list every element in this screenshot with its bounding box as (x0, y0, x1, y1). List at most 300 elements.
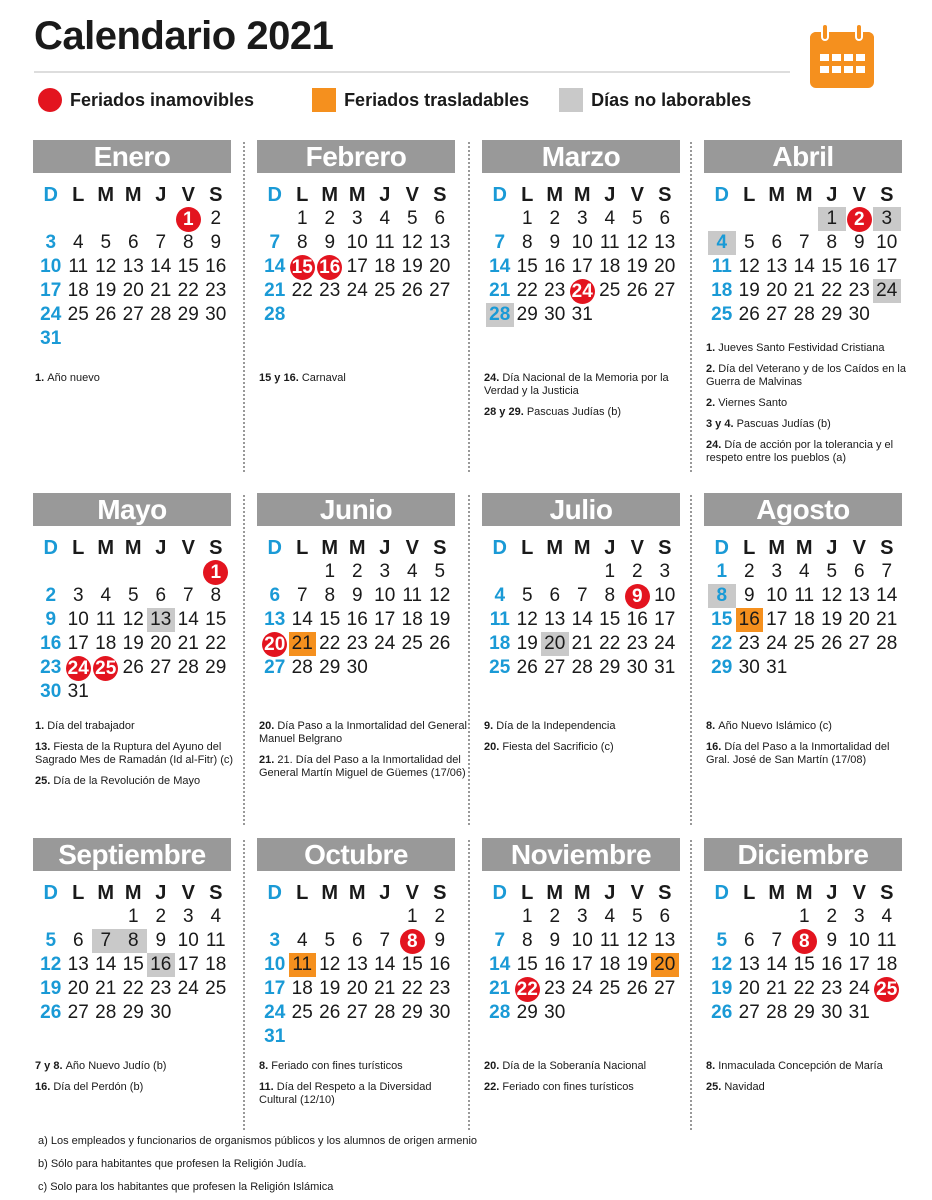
day-cell[interactable] (426, 632, 454, 656)
day-cell[interactable] (818, 231, 846, 255)
holiday-inamovible-day[interactable] (261, 632, 289, 656)
holiday-trasladable-day[interactable] (289, 953, 317, 977)
day-cell[interactable] (708, 632, 736, 656)
day-cell[interactable] (873, 608, 901, 632)
day-cell[interactable] (818, 1001, 846, 1025)
day-cell[interactable] (202, 953, 230, 977)
day-cell[interactable] (289, 231, 317, 255)
day-cell[interactable] (514, 905, 542, 929)
day-cell[interactable] (791, 977, 819, 1001)
day-cell[interactable] (596, 632, 624, 656)
holiday-inamovible-day[interactable] (569, 279, 597, 303)
day-cell[interactable] (763, 560, 791, 584)
non-working-day[interactable] (147, 608, 175, 632)
day-cell[interactable] (120, 584, 148, 608)
day-cell[interactable] (261, 608, 289, 632)
day-cell[interactable] (624, 207, 652, 231)
day-cell[interactable] (736, 656, 764, 680)
day-cell[interactable] (651, 560, 679, 584)
day-cell[interactable] (120, 1001, 148, 1025)
day-cell[interactable] (846, 584, 874, 608)
day-cell[interactable] (371, 977, 399, 1001)
day-cell[interactable] (344, 560, 372, 584)
day-cell[interactable] (873, 231, 901, 255)
day-cell[interactable] (569, 207, 597, 231)
day-cell[interactable] (344, 1001, 372, 1025)
day-cell[interactable] (736, 231, 764, 255)
day-cell[interactable] (763, 255, 791, 279)
day-cell[interactable] (791, 560, 819, 584)
day-cell[interactable] (791, 303, 819, 327)
day-cell[interactable] (873, 255, 901, 279)
day-cell[interactable] (873, 560, 901, 584)
day-cell[interactable] (541, 608, 569, 632)
day-cell[interactable] (569, 303, 597, 327)
day-cell[interactable] (569, 977, 597, 1001)
day-cell[interactable] (37, 303, 65, 327)
day-cell[interactable] (37, 327, 65, 351)
day-cell[interactable] (708, 953, 736, 977)
day-cell[interactable] (763, 656, 791, 680)
day-cell[interactable] (486, 1001, 514, 1025)
day-cell[interactable] (846, 929, 874, 953)
day-cell[interactable] (514, 255, 542, 279)
day-cell[interactable] (791, 608, 819, 632)
day-cell[interactable] (846, 560, 874, 584)
day-cell[interactable] (736, 584, 764, 608)
day-cell[interactable] (261, 584, 289, 608)
day-cell[interactable] (514, 929, 542, 953)
day-cell[interactable] (569, 905, 597, 929)
day-cell[interactable] (736, 929, 764, 953)
day-cell[interactable] (514, 584, 542, 608)
day-cell[interactable] (175, 656, 203, 680)
day-cell[interactable] (846, 905, 874, 929)
holiday-inamovible-day[interactable] (846, 207, 874, 231)
day-cell[interactable] (65, 632, 93, 656)
day-cell[interactable] (596, 279, 624, 303)
day-cell[interactable] (651, 255, 679, 279)
day-cell[interactable] (202, 584, 230, 608)
day-cell[interactable] (541, 584, 569, 608)
day-cell[interactable] (624, 608, 652, 632)
holiday-trasladable-day[interactable] (289, 632, 317, 656)
holiday-inamovible-day[interactable] (791, 929, 819, 953)
day-cell[interactable] (708, 303, 736, 327)
day-cell[interactable] (316, 231, 344, 255)
day-cell[interactable] (486, 584, 514, 608)
day-cell[interactable] (37, 608, 65, 632)
day-cell[interactable] (651, 231, 679, 255)
day-cell[interactable] (316, 953, 344, 977)
day-cell[interactable] (37, 953, 65, 977)
day-cell[interactable] (344, 953, 372, 977)
holiday-inamovible-day[interactable] (399, 929, 427, 953)
day-cell[interactable] (37, 279, 65, 303)
day-cell[interactable] (736, 953, 764, 977)
day-cell[interactable] (371, 608, 399, 632)
day-cell[interactable] (344, 207, 372, 231)
day-cell[interactable] (486, 977, 514, 1001)
day-cell[interactable] (92, 255, 120, 279)
day-cell[interactable] (624, 255, 652, 279)
day-cell[interactable] (426, 1001, 454, 1025)
day-cell[interactable] (344, 231, 372, 255)
day-cell[interactable] (175, 929, 203, 953)
day-cell[interactable] (736, 560, 764, 584)
day-cell[interactable] (426, 231, 454, 255)
day-cell[interactable] (202, 608, 230, 632)
day-cell[interactable] (120, 231, 148, 255)
day-cell[interactable] (371, 632, 399, 656)
day-cell[interactable] (514, 207, 542, 231)
day-cell[interactable] (344, 255, 372, 279)
day-cell[interactable] (624, 929, 652, 953)
day-cell[interactable] (316, 1001, 344, 1025)
day-cell[interactable] (316, 632, 344, 656)
day-cell[interactable] (147, 929, 175, 953)
day-cell[interactable] (120, 953, 148, 977)
day-cell[interactable] (92, 953, 120, 977)
day-cell[interactable] (92, 632, 120, 656)
day-cell[interactable] (202, 905, 230, 929)
holiday-inamovible-day[interactable] (65, 656, 93, 680)
day-cell[interactable] (791, 584, 819, 608)
day-cell[interactable] (202, 632, 230, 656)
day-cell[interactable] (708, 255, 736, 279)
day-cell[interactable] (426, 977, 454, 1001)
day-cell[interactable] (37, 1001, 65, 1025)
day-cell[interactable] (708, 977, 736, 1001)
day-cell[interactable] (708, 656, 736, 680)
day-cell[interactable] (289, 977, 317, 1001)
day-cell[interactable] (818, 632, 846, 656)
day-cell[interactable] (818, 560, 846, 584)
day-cell[interactable] (541, 977, 569, 1001)
day-cell[interactable] (399, 632, 427, 656)
day-cell[interactable] (289, 279, 317, 303)
day-cell[interactable] (708, 560, 736, 584)
day-cell[interactable] (65, 303, 93, 327)
day-cell[interactable] (175, 279, 203, 303)
day-cell[interactable] (120, 656, 148, 680)
day-cell[interactable] (120, 632, 148, 656)
day-cell[interactable] (175, 977, 203, 1001)
day-cell[interactable] (289, 1001, 317, 1025)
day-cell[interactable] (818, 303, 846, 327)
day-cell[interactable] (426, 207, 454, 231)
day-cell[interactable] (202, 303, 230, 327)
day-cell[interactable] (399, 1001, 427, 1025)
day-cell[interactable] (569, 231, 597, 255)
day-cell[interactable] (92, 231, 120, 255)
day-cell[interactable] (261, 953, 289, 977)
day-cell[interactable] (846, 632, 874, 656)
day-cell[interactable] (147, 656, 175, 680)
day-cell[interactable] (65, 231, 93, 255)
day-cell[interactable] (624, 953, 652, 977)
day-cell[interactable] (818, 953, 846, 977)
non-working-day[interactable] (818, 207, 846, 231)
day-cell[interactable] (736, 279, 764, 303)
non-working-day[interactable] (92, 929, 120, 953)
day-cell[interactable] (37, 656, 65, 680)
day-cell[interactable] (514, 231, 542, 255)
day-cell[interactable] (399, 255, 427, 279)
day-cell[interactable] (624, 905, 652, 929)
day-cell[interactable] (344, 656, 372, 680)
day-cell[interactable] (147, 977, 175, 1001)
day-cell[interactable] (371, 231, 399, 255)
day-cell[interactable] (873, 632, 901, 656)
holiday-inamovible-day[interactable] (624, 584, 652, 608)
day-cell[interactable] (65, 608, 93, 632)
day-cell[interactable] (65, 255, 93, 279)
day-cell[interactable] (65, 584, 93, 608)
day-cell[interactable] (596, 584, 624, 608)
day-cell[interactable] (873, 953, 901, 977)
day-cell[interactable] (541, 255, 569, 279)
non-working-day[interactable] (147, 953, 175, 977)
day-cell[interactable] (486, 279, 514, 303)
day-cell[interactable] (763, 608, 791, 632)
day-cell[interactable] (651, 584, 679, 608)
day-cell[interactable] (651, 207, 679, 231)
day-cell[interactable] (426, 279, 454, 303)
day-cell[interactable] (120, 608, 148, 632)
day-cell[interactable] (596, 231, 624, 255)
day-cell[interactable] (426, 560, 454, 584)
day-cell[interactable] (371, 953, 399, 977)
day-cell[interactable] (708, 929, 736, 953)
day-cell[interactable] (316, 560, 344, 584)
day-cell[interactable] (763, 1001, 791, 1025)
day-cell[interactable] (651, 929, 679, 953)
day-cell[interactable] (344, 608, 372, 632)
day-cell[interactable] (202, 656, 230, 680)
day-cell[interactable] (147, 632, 175, 656)
day-cell[interactable] (371, 584, 399, 608)
day-cell[interactable] (344, 977, 372, 1001)
day-cell[interactable] (65, 1001, 93, 1025)
day-cell[interactable] (316, 584, 344, 608)
day-cell[interactable] (289, 207, 317, 231)
day-cell[interactable] (37, 929, 65, 953)
day-cell[interactable] (596, 929, 624, 953)
day-cell[interactable] (486, 608, 514, 632)
day-cell[interactable] (175, 953, 203, 977)
day-cell[interactable] (261, 1025, 289, 1049)
day-cell[interactable] (261, 656, 289, 680)
day-cell[interactable] (399, 608, 427, 632)
day-cell[interactable] (818, 608, 846, 632)
day-cell[interactable] (37, 977, 65, 1001)
day-cell[interactable] (65, 279, 93, 303)
day-cell[interactable] (569, 255, 597, 279)
non-working-day[interactable] (120, 929, 148, 953)
day-cell[interactable] (736, 1001, 764, 1025)
day-cell[interactable] (37, 632, 65, 656)
day-cell[interactable] (486, 255, 514, 279)
day-cell[interactable] (569, 584, 597, 608)
day-cell[interactable] (399, 560, 427, 584)
non-working-day[interactable] (541, 632, 569, 656)
day-cell[interactable] (791, 632, 819, 656)
day-cell[interactable] (92, 279, 120, 303)
day-cell[interactable] (569, 632, 597, 656)
day-cell[interactable] (846, 303, 874, 327)
day-cell[interactable] (708, 279, 736, 303)
day-cell[interactable] (92, 608, 120, 632)
day-cell[interactable] (708, 1001, 736, 1025)
day-cell[interactable] (596, 953, 624, 977)
day-cell[interactable] (541, 207, 569, 231)
day-cell[interactable] (486, 231, 514, 255)
day-cell[interactable] (371, 1001, 399, 1025)
day-cell[interactable] (399, 279, 427, 303)
day-cell[interactable] (175, 231, 203, 255)
day-cell[interactable] (651, 656, 679, 680)
holiday-inamovible-day[interactable] (202, 560, 230, 584)
holiday-inamovible-day[interactable] (92, 656, 120, 680)
day-cell[interactable] (624, 977, 652, 1001)
day-cell[interactable] (261, 303, 289, 327)
day-cell[interactable] (596, 977, 624, 1001)
day-cell[interactable] (202, 255, 230, 279)
day-cell[interactable] (846, 255, 874, 279)
day-cell[interactable] (763, 929, 791, 953)
day-cell[interactable] (399, 905, 427, 929)
day-cell[interactable] (65, 953, 93, 977)
day-cell[interactable] (873, 929, 901, 953)
day-cell[interactable] (175, 905, 203, 929)
day-cell[interactable] (261, 255, 289, 279)
day-cell[interactable] (791, 255, 819, 279)
day-cell[interactable] (791, 953, 819, 977)
day-cell[interactable] (399, 231, 427, 255)
holiday-inamovible-day[interactable] (175, 207, 203, 231)
day-cell[interactable] (514, 279, 542, 303)
day-cell[interactable] (399, 977, 427, 1001)
day-cell[interactable] (596, 255, 624, 279)
day-cell[interactable] (147, 1001, 175, 1025)
day-cell[interactable] (541, 303, 569, 327)
day-cell[interactable] (763, 977, 791, 1001)
day-cell[interactable] (261, 279, 289, 303)
day-cell[interactable] (818, 584, 846, 608)
day-cell[interactable] (596, 560, 624, 584)
day-cell[interactable] (316, 977, 344, 1001)
day-cell[interactable] (736, 977, 764, 1001)
day-cell[interactable] (486, 953, 514, 977)
day-cell[interactable] (624, 656, 652, 680)
day-cell[interactable] (736, 255, 764, 279)
day-cell[interactable] (399, 207, 427, 231)
day-cell[interactable] (175, 303, 203, 327)
day-cell[interactable] (791, 231, 819, 255)
day-cell[interactable] (846, 977, 874, 1001)
day-cell[interactable] (846, 279, 874, 303)
day-cell[interactable] (175, 255, 203, 279)
day-cell[interactable] (426, 929, 454, 953)
day-cell[interactable] (541, 279, 569, 303)
day-cell[interactable] (371, 207, 399, 231)
day-cell[interactable] (37, 231, 65, 255)
day-cell[interactable] (120, 279, 148, 303)
day-cell[interactable] (175, 632, 203, 656)
holiday-inamovible-day[interactable] (873, 977, 901, 1001)
day-cell[interactable] (426, 608, 454, 632)
day-cell[interactable] (147, 584, 175, 608)
day-cell[interactable] (763, 584, 791, 608)
day-cell[interactable] (736, 632, 764, 656)
day-cell[interactable] (147, 255, 175, 279)
day-cell[interactable] (541, 231, 569, 255)
day-cell[interactable] (37, 680, 65, 704)
day-cell[interactable] (541, 656, 569, 680)
day-cell[interactable] (175, 608, 203, 632)
day-cell[interactable] (651, 905, 679, 929)
day-cell[interactable] (486, 656, 514, 680)
day-cell[interactable] (791, 279, 819, 303)
day-cell[interactable] (596, 608, 624, 632)
day-cell[interactable] (316, 279, 344, 303)
day-cell[interactable] (261, 929, 289, 953)
day-cell[interactable] (818, 279, 846, 303)
day-cell[interactable] (399, 953, 427, 977)
day-cell[interactable] (624, 560, 652, 584)
day-cell[interactable] (486, 632, 514, 656)
day-cell[interactable] (569, 953, 597, 977)
day-cell[interactable] (316, 608, 344, 632)
day-cell[interactable] (202, 977, 230, 1001)
day-cell[interactable] (261, 231, 289, 255)
day-cell[interactable] (651, 632, 679, 656)
day-cell[interactable] (37, 255, 65, 279)
day-cell[interactable] (763, 953, 791, 977)
day-cell[interactable] (289, 656, 317, 680)
day-cell[interactable] (846, 608, 874, 632)
holiday-inamovible-day[interactable] (289, 255, 317, 279)
day-cell[interactable] (202, 929, 230, 953)
day-cell[interactable] (763, 231, 791, 255)
day-cell[interactable] (371, 279, 399, 303)
day-cell[interactable] (791, 1001, 819, 1025)
day-cell[interactable] (371, 929, 399, 953)
day-cell[interactable] (202, 231, 230, 255)
day-cell[interactable] (818, 255, 846, 279)
day-cell[interactable] (596, 207, 624, 231)
day-cell[interactable] (651, 977, 679, 1001)
day-cell[interactable] (147, 303, 175, 327)
day-cell[interactable] (569, 656, 597, 680)
day-cell[interactable] (261, 977, 289, 1001)
holiday-trasladable-day[interactable] (736, 608, 764, 632)
day-cell[interactable] (147, 279, 175, 303)
day-cell[interactable] (202, 279, 230, 303)
day-cell[interactable] (541, 953, 569, 977)
day-cell[interactable] (514, 953, 542, 977)
day-cell[interactable] (289, 584, 317, 608)
day-cell[interactable] (371, 255, 399, 279)
holiday-inamovible-day[interactable] (514, 977, 542, 1001)
day-cell[interactable] (426, 905, 454, 929)
day-cell[interactable] (289, 929, 317, 953)
day-cell[interactable] (316, 207, 344, 231)
day-cell[interactable] (147, 231, 175, 255)
day-cell[interactable] (873, 905, 901, 929)
day-cell[interactable] (818, 929, 846, 953)
